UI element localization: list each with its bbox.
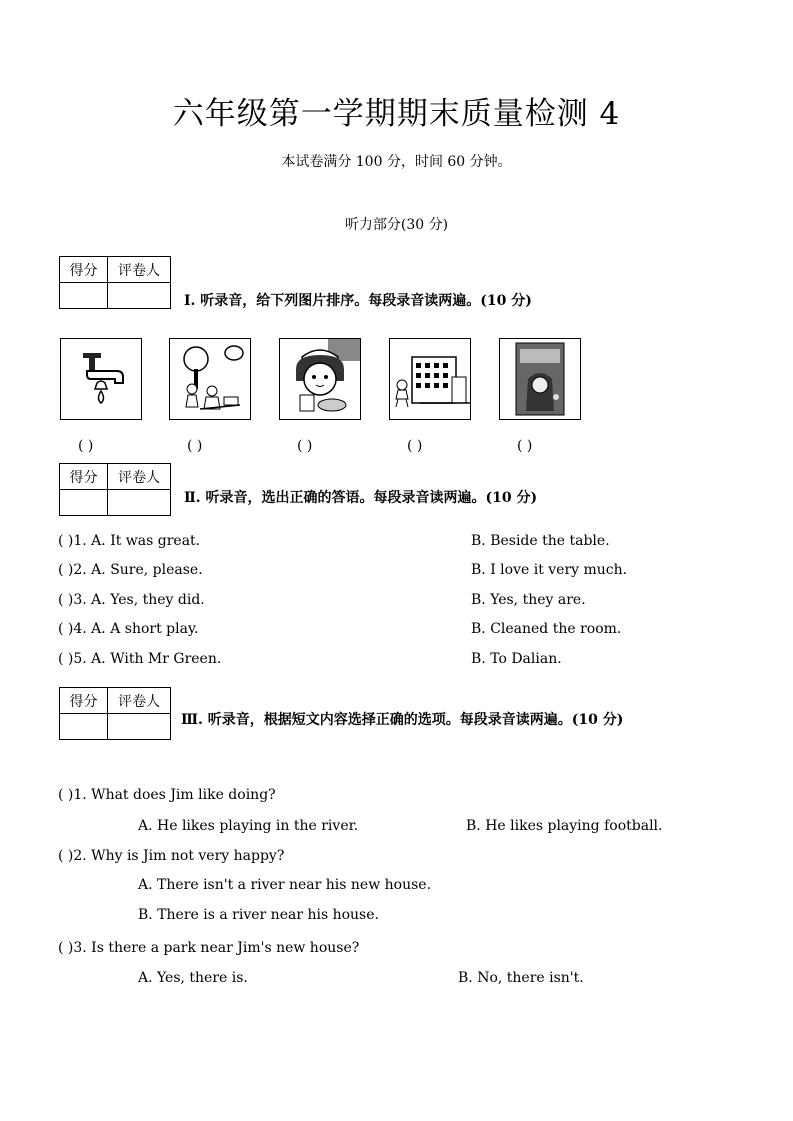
school-building-picture: [389, 338, 471, 420]
score-label: 得分: [60, 688, 108, 714]
question-item: ( )3. A. Yes, they did.: [58, 592, 205, 608]
picture-order-blank-4[interactable]: ( ): [407, 438, 423, 454]
page-title: 六年级第一学期期末质量检测 4: [172, 96, 621, 132]
question-item: ( )2. A. Sure, please.: [58, 562, 203, 578]
question-item: ( )1. What does Jim like doing?: [58, 787, 276, 803]
question-item: ( )1. A. It was great.: [58, 533, 201, 549]
score-cell[interactable]: [60, 283, 108, 309]
question-item: ( )5. A. With Mr Green.: [58, 651, 222, 667]
faucet-picture: [60, 338, 142, 420]
children-picture: [169, 338, 251, 420]
grader-cell[interactable]: [108, 283, 171, 309]
section2-heading: Ⅱ. 听录音，选出正确的答语。每段录音读两遍。(10 分): [184, 490, 538, 506]
grader-label: 评卷人: [108, 464, 171, 490]
question-item: ( )3. Is there a park near Jim's new house?: [58, 940, 360, 956]
grader-cell[interactable]: [108, 714, 171, 740]
question-item: ( )4. A. A short play.: [58, 621, 199, 637]
question-item: ( )2. Why is Jim not very happy?: [58, 848, 285, 864]
grader-cell[interactable]: [108, 490, 171, 516]
score-table-2: [59, 463, 171, 516]
girl-cooking-picture: [279, 338, 361, 420]
score-cell[interactable]: [60, 714, 108, 740]
score-cell[interactable]: [60, 490, 108, 516]
section3-heading: Ⅲ. 听录音，根据短文内容选择正确的选项。每段录音读两遍。(10 分): [181, 712, 624, 728]
picture-order-blank-2[interactable]: ( ): [187, 438, 203, 454]
grader-label: 评卷人: [108, 688, 171, 714]
option-a: A. Yes, there is.: [138, 970, 248, 986]
option-b: B. No, there isn't.: [458, 970, 584, 986]
picture-order-blank-5[interactable]: ( ): [517, 438, 533, 454]
grader-label: 评卷人: [108, 257, 171, 283]
score-label: 得分: [60, 464, 108, 490]
option-b: B. Yes, they are.: [471, 592, 586, 608]
option-b: B. To Dalian.: [471, 651, 562, 667]
option-b: B. There is a river near his house.: [138, 907, 379, 923]
listening-part-heading: 听力部分(30 分): [344, 217, 449, 233]
exam-info: 本试卷满分 100 分，时间 60 分钟。: [281, 154, 512, 170]
option-b: B. Beside the table.: [471, 533, 610, 549]
section1-heading: Ⅰ. 听录音，给下列图片排序。每段录音读两遍。(10 分): [184, 293, 532, 309]
option-a: A. There isn't a river near his new house.: [138, 877, 432, 893]
score-table-1: [59, 256, 171, 309]
score-table-3: [59, 687, 171, 740]
picture-order-blank-3[interactable]: ( ): [297, 438, 313, 454]
option-a: A. He likes playing in the river.: [138, 818, 359, 834]
option-b: B. He likes playing football.: [466, 818, 663, 834]
option-b: B. Cleaned the room.: [471, 621, 622, 637]
score-label: 得分: [60, 257, 108, 283]
picture-order-blank-1[interactable]: ( ): [78, 438, 94, 454]
option-b: B. I love it very much.: [471, 562, 628, 578]
fairy-tale-book-picture: [499, 338, 581, 420]
